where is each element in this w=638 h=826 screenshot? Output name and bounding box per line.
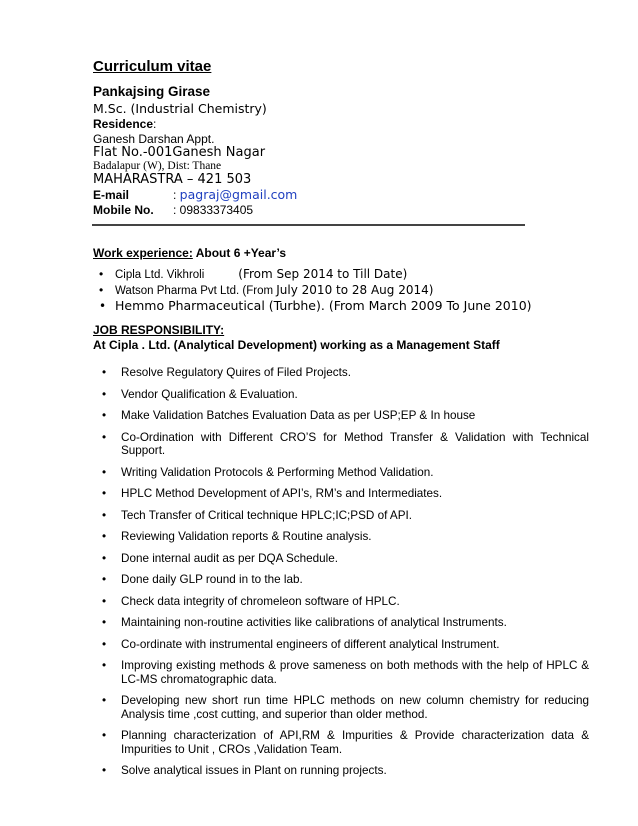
candidate-name: Pankajsing Girase: [93, 84, 211, 99]
address-line-2: Flat No.-001Ganesh Nagar: [93, 145, 266, 160]
responsibility-item: • Reviewing Validation reports & Routine analysis.: [93, 530, 589, 544]
candidate-degree: M.Sc. (Industrial Chemistry): [93, 101, 267, 116]
document-title: Curriculum vitae: [93, 58, 212, 75]
email-label: E-mail: [93, 188, 130, 202]
responsibility-item: • Resolve Regulatory Quires of Filed Projects.: [93, 366, 589, 380]
responsibility-item: • HPLC Method Development of API’s, RM’s and Intermediates.: [93, 487, 589, 501]
responsibility-item: • Done internal audit as per DQA Schedule.: [93, 552, 589, 566]
job-duration: July 2010 to 28 Aug 2014): [276, 283, 434, 297]
job-company: Watson Pharma Pvt Ltd. (From: [115, 285, 277, 297]
work-experience-label: Work experience:: [93, 246, 193, 260]
responsibility-item: • Co-Ordination with Different CRO’S for Method Transfer & Validation with Technical Support.: [93, 431, 589, 458]
responsibility-item: • Solve analytical issues in Plant on running projects.: [93, 764, 589, 778]
job-responsibility-subheading: At Cipla . Ltd. (Analytical Development) working as a Management Staff: [93, 338, 500, 352]
residence-label-row: [93, 117, 156, 131]
job-list: [93, 266, 593, 314]
work-experience-heading: [93, 246, 286, 260]
responsibility-item: • Developing new short run time HPLC methods on new column chemistry for reducing Analysis time ,cost cutting, and superior than older method.: [93, 694, 589, 721]
job-item: [93, 266, 593, 282]
work-experience-duration: About 6 +Year’s: [192, 246, 287, 260]
responsibility-list: [93, 366, 589, 786]
email-row: [93, 187, 297, 202]
responsibility-item: • Planning characterization of API,RM & Impurities & Provide characterization data & Impurities to Unit , CROs ,Validation Team.: [93, 729, 589, 756]
responsibility-item: • Check data integrity of chromeleon software of HPLC.: [93, 595, 589, 609]
address-line-1: Ganesh Darshan Appt.: [93, 132, 215, 146]
responsibility-item: • Improving existing methods & prove sameness on both methods with the help of HPLC & LC-MS chromatographic data.: [93, 659, 589, 686]
responsibility-item: • Co-ordinate with instrumental engineers of different analytical Instrument.: [93, 638, 589, 652]
responsibility-item: • Done daily GLP round in to the lab.: [93, 573, 589, 587]
address-line-3: Badalapur (W), Dist: Thane: [93, 160, 222, 172]
job-company: Hemmo Pharmaceutical (Turbhe). (From March 2009 To June 2010): [115, 298, 532, 313]
address-line-4: MAHARASTRA – 421 503: [93, 172, 252, 187]
mobile-value: : 09833373405: [173, 203, 254, 217]
section-divider: [92, 224, 525, 226]
job-item: [93, 282, 593, 298]
job-duration: (From Sep 2014 to Till Date): [238, 267, 408, 281]
mobile-row: [93, 203, 253, 217]
mobile-label: Mobile No.: [93, 203, 154, 217]
responsibility-item: • Maintaining non-routine activities like calibrations of analytical Instruments.: [93, 616, 589, 630]
job-responsibility-heading: JOB RESPONSIBILITY:: [93, 323, 225, 337]
responsibility-item: • Vendor Qualification & Evaluation.: [93, 388, 589, 402]
email-link[interactable]: pagraj@gmail.com: [179, 187, 298, 202]
responsibility-item: • Tech Transfer of Critical technique HPLC;IC;PSD of API.: [93, 509, 589, 523]
job-item: [93, 298, 593, 314]
residence-label: Residence: [93, 117, 154, 131]
responsibility-item: • Make Validation Batches Evaluation Data as per USP;EP & In house: [93, 409, 589, 423]
job-company: Cipla Ltd. Vikhroli: [115, 269, 205, 281]
email-separator: :: [173, 188, 180, 202]
responsibility-item: • Writing Validation Protocols & Performing Method Validation.: [93, 466, 589, 480]
residence-colon: :: [153, 117, 157, 131]
